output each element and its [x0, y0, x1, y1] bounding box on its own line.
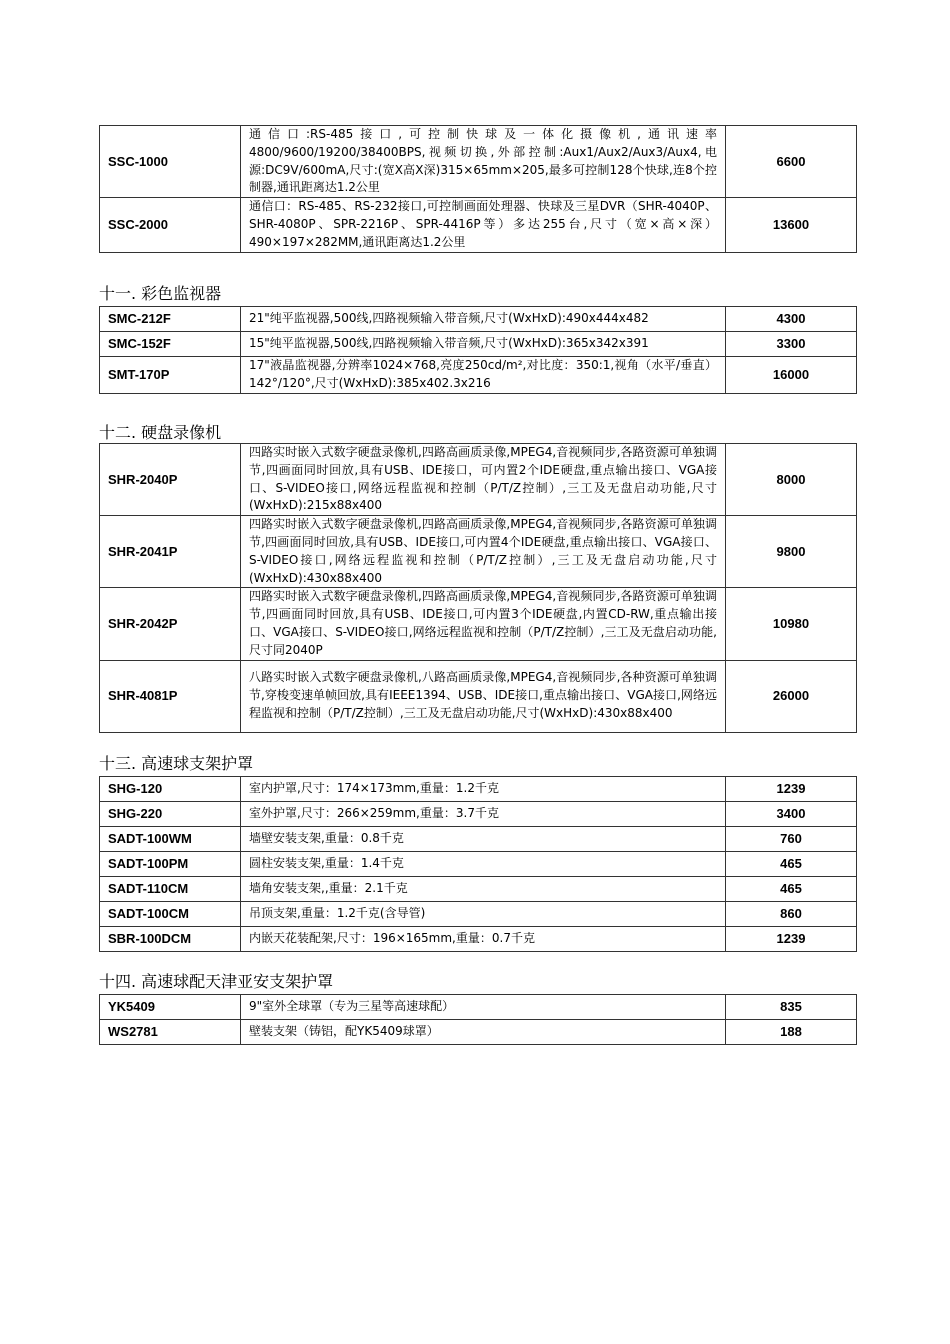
- table-row: [100, 877, 857, 902]
- table-monitors: [99, 306, 856, 394]
- description-cell: 通信口:RS-485接口,可控制快球及一体化摄像机,通讯速率4800/9600/19200/38400BPS,视频切换,外部控制:Aux1/Aux2/Aux3/Aux4,电源:DC9V/600mA,尺寸:(宽X高X深)315×65mm×205,最多可控制128个快球,连8个控制器,通讯距离达1.2公里: [241, 126, 726, 198]
- model-cell: SSC-1000: [100, 126, 241, 198]
- model-cell: SMC-152F: [100, 332, 241, 357]
- table-row: [100, 588, 857, 660]
- price-cell: 188: [726, 1020, 857, 1045]
- table-row: [100, 827, 857, 852]
- description-cell: 17"液晶监视器,分辨率1024×768,亮度250cd/m²,对比度：350:1,视角（水平/垂直）142°/120°,尺寸(WxHxD):385x402.3x216: [241, 357, 726, 394]
- description-cell: 墙壁安装支架,重量：0.8千克: [241, 827, 726, 852]
- model-cell: SHG-220: [100, 802, 241, 827]
- model-cell: SHR-2040P: [100, 444, 241, 516]
- table-dvr: [99, 443, 856, 733]
- table-row: [100, 995, 857, 1020]
- model-cell: SBR-100DCM: [100, 927, 241, 952]
- table-row: [100, 332, 857, 357]
- price-cell: 6600: [726, 126, 857, 198]
- price-cell: 4300: [726, 307, 857, 332]
- description-cell: 墙角安装支架,,重量：2.1千克: [241, 877, 726, 902]
- description-cell: 八路实时嵌入式数字硬盘录像机,八路高画质录像,MPEG4,音视频同步,各种资源可单独调节,穿梭变速单帧回放,具有IEEE1394、USB、IDE接口,重点输出接口、VGA接口,网络远程监视和控制（P/T/Z控制）,三工及无盘启动功能,尺寸(WxHxD):430x88x400: [241, 660, 726, 732]
- table-row: [100, 902, 857, 927]
- model-cell: SHR-2041P: [100, 516, 241, 588]
- table-row: [100, 516, 857, 588]
- description-cell: 四路实时嵌入式数字硬盘录像机,四路高画质录像,MPEG4,音视频同步,各路资源可单独调节,四画面同时回放,具有USB、IDE接口,可内置4个IDE硬盘,重点输出接口、VGA接口、S-VIDEO接口,网络远程监视和控制（P/T/Z控制）,三工及无盘启动功能,尺寸(WxHxD):430x88x400: [241, 516, 726, 588]
- description-cell: 9"室外全球罩（专为三星等高速球配）: [241, 995, 726, 1020]
- section-title: 十二. 硬盘录像机: [99, 423, 222, 442]
- price-cell: 1239: [726, 777, 857, 802]
- model-cell: SHR-2042P: [100, 588, 241, 660]
- table-housings: [99, 776, 856, 952]
- price-cell: 760: [726, 827, 857, 852]
- price-cell: 10980: [726, 588, 857, 660]
- model-cell: SMC-212F: [100, 307, 241, 332]
- model-cell: SHG-120: [100, 777, 241, 802]
- price-cell: 835: [726, 995, 857, 1020]
- table-row: [100, 307, 857, 332]
- model-cell: SADT-100CM: [100, 902, 241, 927]
- price-cell: 13600: [726, 198, 857, 252]
- table-row: [100, 802, 857, 827]
- table-row: [100, 444, 857, 516]
- description-cell: 内嵌天花装配架,尺寸：196×165mm,重量：0.7千克: [241, 927, 726, 952]
- description-cell: 15"纯平监视器,500线,四路视频输入带音频,尺寸(WxHxD):365x342x391: [241, 332, 726, 357]
- description-cell: 圆柱安装支架,重量：1.4千克: [241, 852, 726, 877]
- section-title: 十四. 高速球配天津亚安支架护罩: [99, 972, 334, 991]
- table-controllers: [99, 125, 856, 253]
- table-row: [100, 198, 857, 252]
- table-row: [100, 852, 857, 877]
- price-cell: 3400: [726, 802, 857, 827]
- price-cell: 465: [726, 877, 857, 902]
- price-cell: 860: [726, 902, 857, 927]
- description-cell: 吊顶支架,重量：1.2千克(含导管): [241, 902, 726, 927]
- model-cell: SSC-2000: [100, 198, 241, 252]
- description-cell: 通信口：RS-485、RS-232接口,可控制画面处理器、快球及三星DVR（SHR-4040P、SHR-4080P、SPR-2216P、SPR-4416P等）多达255台,尺寸（宽×高×深）490×197×282MM,通讯距离达1.2公里: [241, 198, 726, 252]
- description-cell: 21"纯平监视器,500线,四路视频输入带音频,尺寸(WxHxD):490x444x482: [241, 307, 726, 332]
- table-row: [100, 357, 857, 394]
- description-cell: 室外护罩,尺寸：266×259mm,重量：3.7千克: [241, 802, 726, 827]
- section-title: 十一. 彩色监视器: [99, 284, 222, 303]
- table-row: [100, 126, 857, 198]
- price-cell: 465: [726, 852, 857, 877]
- model-cell: YK5409: [100, 995, 241, 1020]
- price-cell: 8000: [726, 444, 857, 516]
- table-row: [100, 660, 857, 732]
- model-cell: SADT-110CM: [100, 877, 241, 902]
- model-cell: SADT-100WM: [100, 827, 241, 852]
- model-cell: SMT-170P: [100, 357, 241, 394]
- table-yaan-housings: [99, 994, 856, 1045]
- table-row: [100, 927, 857, 952]
- model-cell: SADT-100PM: [100, 852, 241, 877]
- table-row: [100, 1020, 857, 1045]
- price-cell: 9800: [726, 516, 857, 588]
- description-cell: 壁装支架（铸铝，配YK5409球罩）: [241, 1020, 726, 1045]
- table-row: [100, 777, 857, 802]
- description-cell: 四路实时嵌入式数字硬盘录像机,四路高画质录像,MPEG4,音视频同步,各路资源可单独调节,四画面同时回放,具有USB、IDE接口，可内置2个IDE硬盘,重点输出接口、VGA接口、S-VIDEO接口,网络远程监视和控制（P/T/Z控制）,三工及无盘启动功能,尺寸(WxHxD):215x88x400: [241, 444, 726, 516]
- price-cell: 3300: [726, 332, 857, 357]
- section-title: 十三. 高速球支架护罩: [99, 754, 254, 773]
- price-cell: 16000: [726, 357, 857, 394]
- description-cell: 四路实时嵌入式数字硬盘录像机,四路高画质录像,MPEG4,音视频同步,各路资源可单独调节,四画面同时回放,具有USB、IDE接口,可内置3个IDE硬盘,内置CD-RW,重点输出接口、VGA接口、S-VIDEO接口,网络远程监视和控制（P/T/Z控制）,三工及无盘启动功能,尺寸同2040P: [241, 588, 726, 660]
- price-cell: 26000: [726, 660, 857, 732]
- model-cell: SHR-4081P: [100, 660, 241, 732]
- price-cell: 1239: [726, 927, 857, 952]
- model-cell: WS2781: [100, 1020, 241, 1045]
- description-cell: 室内护罩,尺寸：174×173mm,重量：1.2千克: [241, 777, 726, 802]
